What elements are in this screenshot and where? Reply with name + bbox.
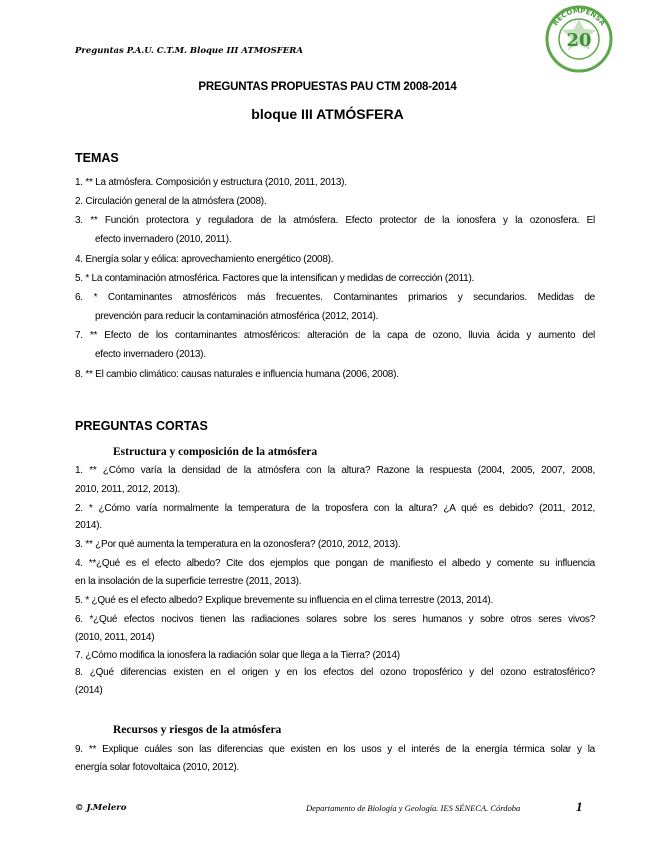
tema-item-cont: efecto invernadero (2013). xyxy=(95,349,206,360)
page-number: 1 xyxy=(576,799,583,814)
question-line: 4. **¿Qué es el efecto albedo? Cite dos ejemplos que pongan de manifiesto el albedo y comente su influencia xyxy=(75,558,595,569)
school-seal-logo xyxy=(544,4,614,74)
footer-department: Departamento de Biología y Geología. IES SÉNECA. Córdoba xyxy=(306,803,521,813)
question-line: 1. ** ¿Cómo varía la densidad de la atmósfera con la altura? Razone la respuesta (2004, 2005, 2007, 2008, xyxy=(75,465,595,476)
question-line: 8. ¿Qué diferencias existen en el origen y en los efectos del ozono troposférico y del ozono estratosférico? xyxy=(75,667,595,678)
subsection-heading: Recursos y riesgos de la atmósfera xyxy=(113,724,282,736)
section-heading-temas: TEMAS xyxy=(75,151,119,165)
tema-item-cont: efecto invernadero (2010, 2011). xyxy=(95,234,232,245)
tema-item-cont: prevención para reducir la contaminación atmosférica (2012, 2014). xyxy=(95,311,379,322)
section-heading-preguntas-cortas: PREGUNTAS CORTAS xyxy=(75,419,208,433)
tema-item: 8. ** El cambio climático: causas naturales e influencia humana (2006, 2008). xyxy=(75,369,399,380)
question-line: 7. ¿Cómo modifica la ionosfera la radiación solar que llega a la Tierra? (2014) xyxy=(75,650,400,661)
question-line: 3. ** ¿Por qué aumenta la temperatura en la ozonosfera? (2010, 2012, 2013). xyxy=(75,539,401,550)
question-line: 9. ** Explique cuáles son las diferencias que existen en los usos y el interés de la energía térmica solar y la xyxy=(75,744,595,755)
question-line: 2. * ¿Cómo varía normalmente la temperatura de la troposfera con la altura? ¿A qué es debido? (2011, 2012, xyxy=(75,503,595,514)
tema-item: 7. ** Efecto de los contaminantes atmosféricos: alteración de la capa de ozono, lluvia ácida y aumento del xyxy=(75,330,595,341)
question-line: energía solar fotovoltaica (2010, 2012). xyxy=(75,762,239,773)
question-line: (2010, 2011, 2014) xyxy=(75,632,155,643)
svg-text:RECOMPENSA: RECOMPENSA xyxy=(551,6,607,28)
subsection-heading: Estructura y composición de la atmósfera xyxy=(113,446,318,458)
running-header: Preguntas P.A.U. C.T.M. Bloque III ATMOSFERA xyxy=(75,46,303,56)
tema-item: 2. Circulación general de la atmósfera (2008). xyxy=(75,196,267,207)
question-line: en la insolación de la superficie terrestre (2011, 2013). xyxy=(75,576,302,587)
question-line: 2014). xyxy=(75,520,102,531)
tema-item: 6. * Contaminantes atmosféricos más frecuentes. Contaminantes primarios y secundarios. Medidas de xyxy=(75,292,595,303)
question-line: (2014) xyxy=(75,685,103,696)
tema-item: 1. ** La atmósfera. Composición y estructura (2010, 2011, 2013). xyxy=(75,177,347,188)
svg-text:20: 20 xyxy=(566,30,592,51)
tema-item: 4. Energía solar y eólica: aprovechamiento energético (2008). xyxy=(75,254,334,265)
question-line: 2010, 2011, 2012, 2013). xyxy=(75,484,181,495)
document-title: PREGUNTAS PROPUESTAS PAU CTM 2008-2014 xyxy=(198,81,457,93)
tema-item: 3. ** Función protectora y reguladora de la atmósfera. Efecto protector de la ionosfera y la ozonosfera. El xyxy=(75,215,595,226)
question-line: 5. * ¿Qué es el efecto albedo? Explique brevemente su influencia en el clima terrestre (2013, 2014). xyxy=(75,595,494,606)
question-line: 6. *¿Qué efectos nocivos tienen las radiaciones solares sobre los seres humanos y sobre otros seres vivos? xyxy=(75,614,595,625)
tema-item: 5. * La contaminación atmosférica. Factores que la intensifican y medidas de corrección (2011). xyxy=(75,273,475,284)
document-subtitle: bloque III ATMÓSFERA xyxy=(251,106,404,122)
footer-author: © J.Melero xyxy=(75,803,127,813)
